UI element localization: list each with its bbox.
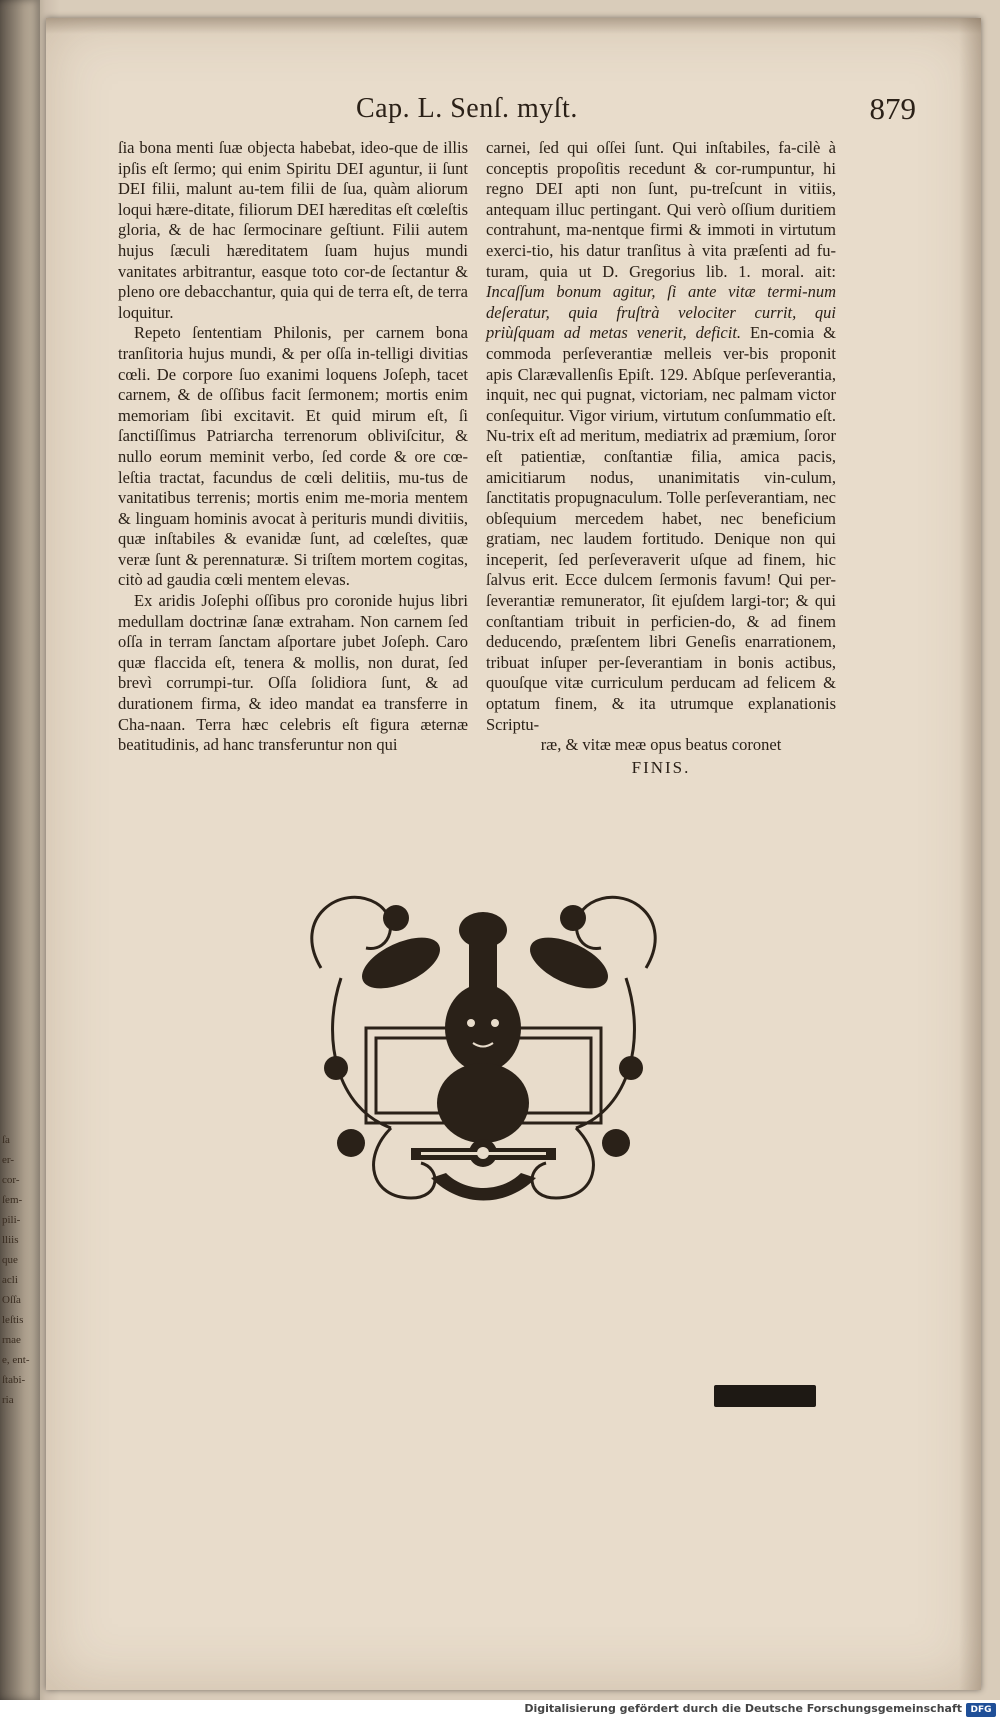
footer-credit: Digitalisierung gefördert durch die Deutsche Forschungsgemeinschaft <box>524 1702 962 1715</box>
left-paragraph-1: ſia bona menti ſuæ objecta habebat, ideo-que de illis ipſis eſt ſermo; qui enim Spiritu DEI aguntur, ii ſunt DEI filii, malunt au-tem filii de ſua, quàm aliorum loqui hære-ditate, filiorum DEI hæreditas eſt cœleſtis gloria, & de hac ſermocinare geſtiunt. Filii autem hujus ſæculi hæreditatem ſuam hujus mundi vanitates arbitrantur, easque toto cor-de ſectantur & pleno ore debacchantur, quia qui de terra eſt, de terra loquitur. <box>118 138 468 322</box>
adjacent-page-fragments: ſa er- cor- ſem- pili- lliis que acli Oſſa leſtis rnae e, ent- ſtabi- ria <box>2 1134 30 1406</box>
page-number: 879 <box>869 91 916 126</box>
bottom-redaction-bar <box>714 1385 816 1407</box>
left-paragraph-3: Ex aridis Joſephi oſſibus pro coronide hujus libri medullam doctrinæ ſanæ extraham. Non carnem ſed oſſa in terram ſanctam aſportare jubet Joſeph. Caro quæ flaccida eſt, tenera & mollis, non durat, ſed brevì corrumpi-tur. Oſſa ſolidiora ſunt, & ad durationem firma, & ideo mandat ea transferre in Cha-naan. Terra hæc celebris eſt figura æternæ beatitudinis, ad hanc transferuntur non qui <box>118 591 468 755</box>
footer-strip <box>0 1700 1000 1720</box>
woodcut-tailpiece-icon <box>281 878 686 1223</box>
running-head <box>356 93 916 137</box>
page-top-shadow <box>46 18 981 34</box>
left-paragraph-2: Repeto ſententiam Philonis, per carnem bona tranſitoria hujus mundi, & per oſſa in-telligi divitias cœli. De corpore ſuo exanimi loquens Joſeph, tacet carnem, & de oſſibus facit ſermonem; mortis enim memoriam ſibi excitavit. Et quid mirum eſt, ſi ſanctiſſimus Patriarcha terrenorum obliviſcitur, & nullo eorum meminit verbo, ſed corde & ore cœ-leſtia tractat, facundus de cœli delitiis, mu-tus de vanitatibus terrenis; mortis enim me-moria mentem & linguam hominis avocat à perituris mundi divitiis, quæ inſtabiles & evanidæ ſunt, ad cœleſtes, quæ veræ ſunt & perennaturæ. Si triſtem mortem cogitas, citò ad gaudia cœli mentem elevas. <box>118 323 468 590</box>
right-text-before-quote: carnei, ſed qui oſſei ſunt. Qui inſtabiles, fa-cilè à conceptis propoſitis recedunt & cor-rumpuntur, hi regno DEI apti non ſunt, pu-treſcunt in vitiis, antequam illuc pertingant. Qui verò oſſium duritiem contrahunt, ma-nentque firmi & immoti in virtutum exerci-tio, his datur tranſitus à vita præſenti ad fu-turam, quia ut D. Gregorius lib. 1. moral. ait: <box>486 138 836 281</box>
right-text-after-quote: En-comia & commoda perſeverantiæ melleis ver-bis proponit apis Clarævallenſis Epiſt. 129. Abſque perſeverantia, inquit, nec qui pugnat, victoriam, nec palmam victor conſequitur. Vigor virium, virtutum conſummatio eſt. Nu-trix eſt ad meritum, mediatrix ad præmium, ſoror eſt patientiæ, conſtantiæ filia, amica pacis, amicitiarum nodus, unanimitatis vin-culum, ſanctitatis propugnaculum. Tolle perſeverantiam, nec obſequium mercedem habet, nec beneficium gratiam, nec laudem fortitudo. Denique non qui inceperit, ſed perſeveraverit uſque ad finem, hic ſalvus erit. Ecce dulcem ſermonis favum! Qui per-ſeverantiæ remunerator, ſit ejuſdem largi-tor; & qui conſtantiam tribuit in perficien-do, & ad finem deducendo, præſentem libri Geneſis enarrationem, tribuat inſuper per-ſeverantiam in bonis actibus, quouſque vitæ curriculum perducam ad felicem & optatum finem, & ita utrumque explanationis Scriptu- <box>486 323 836 734</box>
adjacent-page-edge <box>0 0 40 1700</box>
left-text-column <box>118 138 468 756</box>
closing-line: ræ, & vitæ meæ opus beatus coronet <box>540 735 782 755</box>
running-title: Cap. L. Senſ. myſt. <box>356 93 578 124</box>
book-page <box>46 18 981 1690</box>
dfg-logo-icon: DFG <box>966 1703 996 1717</box>
right-text-column <box>486 138 836 778</box>
right-paragraph-1 <box>486 138 836 735</box>
finis-label: FINIS. <box>631 757 691 777</box>
page-right-shadow <box>959 18 981 1690</box>
gregory-quote: Incaſſum bonum agitur, ſi ante vitæ termi-num deſeratur, quia fruſtrà velociter currit, qui priùſquam ad metas venerit, deficit. <box>486 282 836 343</box>
